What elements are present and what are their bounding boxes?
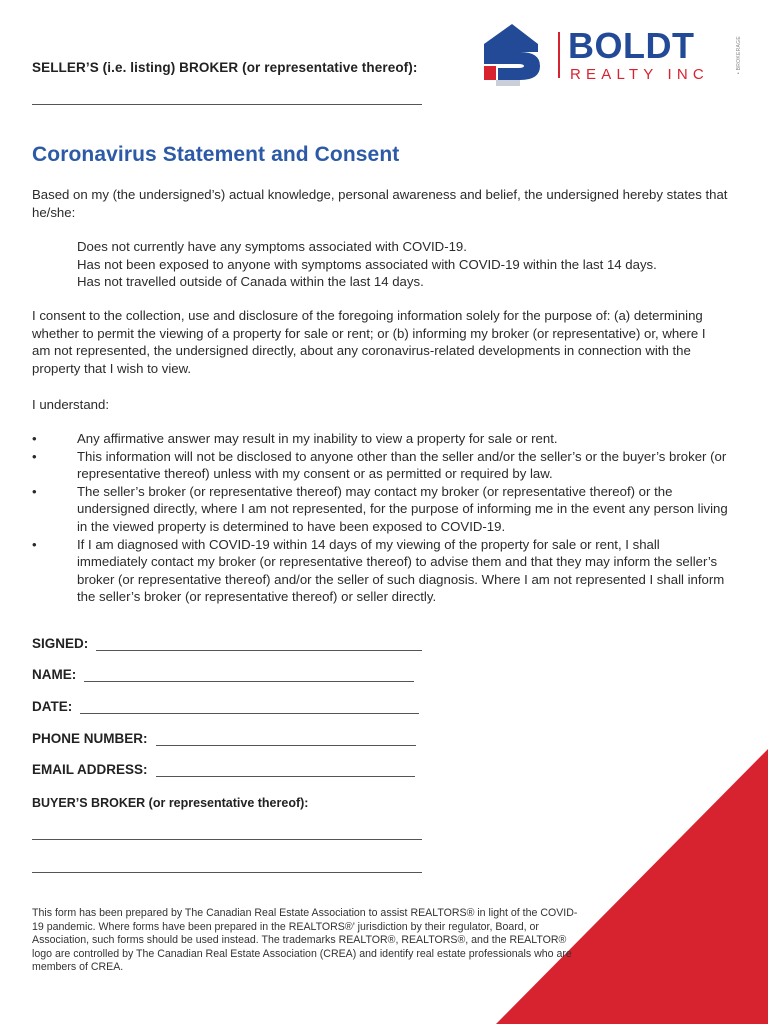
date-row <box>32 699 419 714</box>
bullet-icon: • <box>32 483 37 499</box>
crea-disclaimer: This form has been prepared by The Canadian Real Estate Association to assist REALTORS® in light of the COVID-19 pandemic. Where forms have been prepared in the REALTORS®’ jurisdiction by their regulator, Board, or Association, such forms should be used instead. The trademarks REALTOR®, REALTORS®, and the REALTOR® logo are controlled by The Canadian Real Estate Association (CREA) and identify real estate professionals who are members of CREA. <box>32 907 578 974</box>
list-item-text: If I am diagnosed with COVID-19 within 14 days of my viewing of the property for sale or rent, I shall immediately contact my broker (or representative thereof) to advise them and that they may inform the seller’s broker (or representative thereof) and/or the seller of such diagnosis. Where I am not represented I shall inform the seller’s broker (or representative thereof) or seller directly. <box>77 536 725 605</box>
date-label: DATE: <box>32 699 73 714</box>
date-field[interactable] <box>80 700 419 714</box>
statement-2: Has not been exposed to anyone with symptoms associated with COVID-19 within the last 14 days. <box>77 256 657 272</box>
email-row <box>32 762 415 777</box>
list-item-text: The seller’s broker (or representative thereof) may contact my broker (or representative thereof) or the undersigned directly, where I am not represented, for the purpose of informing me in the event any person living in the viewed property is determined to have been exposed to COVID-19. <box>77 483 728 534</box>
list-item-text: Any affirmative answer may result in my inability to view a property for sale or rent. <box>77 431 558 446</box>
buyer-broker-label: BUYER’S BROKER (or representative thereof): <box>32 796 309 810</box>
signed-field[interactable] <box>96 637 422 651</box>
email-label: EMAIL ADDRESS: <box>32 762 148 777</box>
red-corner-triangle <box>496 749 768 1024</box>
phone-field[interactable] <box>156 732 416 746</box>
understand-bullet-list <box>32 430 732 606</box>
logo-divider <box>558 32 560 78</box>
name-row <box>32 667 414 682</box>
bullet-icon: • <box>32 448 37 464</box>
bullet-icon: • <box>32 431 37 446</box>
consent-paragraph: I consent to the collection, use and disclosure of the foregoing information solely for the purpose of: (a) determining whether to permit the viewing of a property for sale or rent; or (b) informing my broker (or representative) or, where I am not represented, the undersigned directly, about any coronavirus-related developments in connection with the property that I wish to view. <box>32 308 706 376</box>
logo-sub-text: REALTY INC <box>570 66 709 83</box>
name-field[interactable] <box>84 668 414 682</box>
email-field[interactable] <box>156 763 415 777</box>
phone-row <box>32 731 416 746</box>
logo-brand-text: BOLDT <box>568 25 695 66</box>
signed-row <box>32 636 422 651</box>
list-item <box>32 483 732 536</box>
buyer-broker-line-1[interactable] <box>32 839 422 840</box>
statement-3: Has not travelled outside of Canada within the last 14 days. <box>77 274 424 290</box>
statement-1: Does not currently have any symptoms associated with COVID-19. <box>77 239 467 254</box>
phone-label: PHONE NUMBER: <box>32 731 148 746</box>
list-item <box>32 536 732 606</box>
intro-paragraph: Based on my (the undersigned’s) actual knowledge, personal awareness and belief, the undersigned hereby states that he/she: <box>32 187 728 220</box>
signed-label: SIGNED: <box>32 636 89 651</box>
seller-broker-label: SELLER’S (i.e. listing) BROKER (or representative thereof): <box>32 60 418 75</box>
logo-brokerage-tag: • BROKERAGE <box>736 36 742 75</box>
list-item <box>32 448 732 483</box>
list-item <box>32 430 732 448</box>
bullet-icon: • <box>32 536 37 552</box>
buyer-broker-line-2[interactable] <box>32 872 422 873</box>
boldt-realty-logo <box>480 22 750 92</box>
understand-label: I understand: <box>32 397 109 412</box>
name-label: NAME: <box>32 667 77 682</box>
document-title: Coronavirus Statement and Consent <box>32 143 400 166</box>
boldt-b-mark-icon <box>480 22 550 88</box>
list-item-text: This information will not be disclosed to anyone other than the seller and/or the seller’s or the buyer’s broker (or representative thereof) unless with my consent or as permitted or required by law. <box>77 448 727 482</box>
seller-broker-line[interactable] <box>32 104 422 105</box>
